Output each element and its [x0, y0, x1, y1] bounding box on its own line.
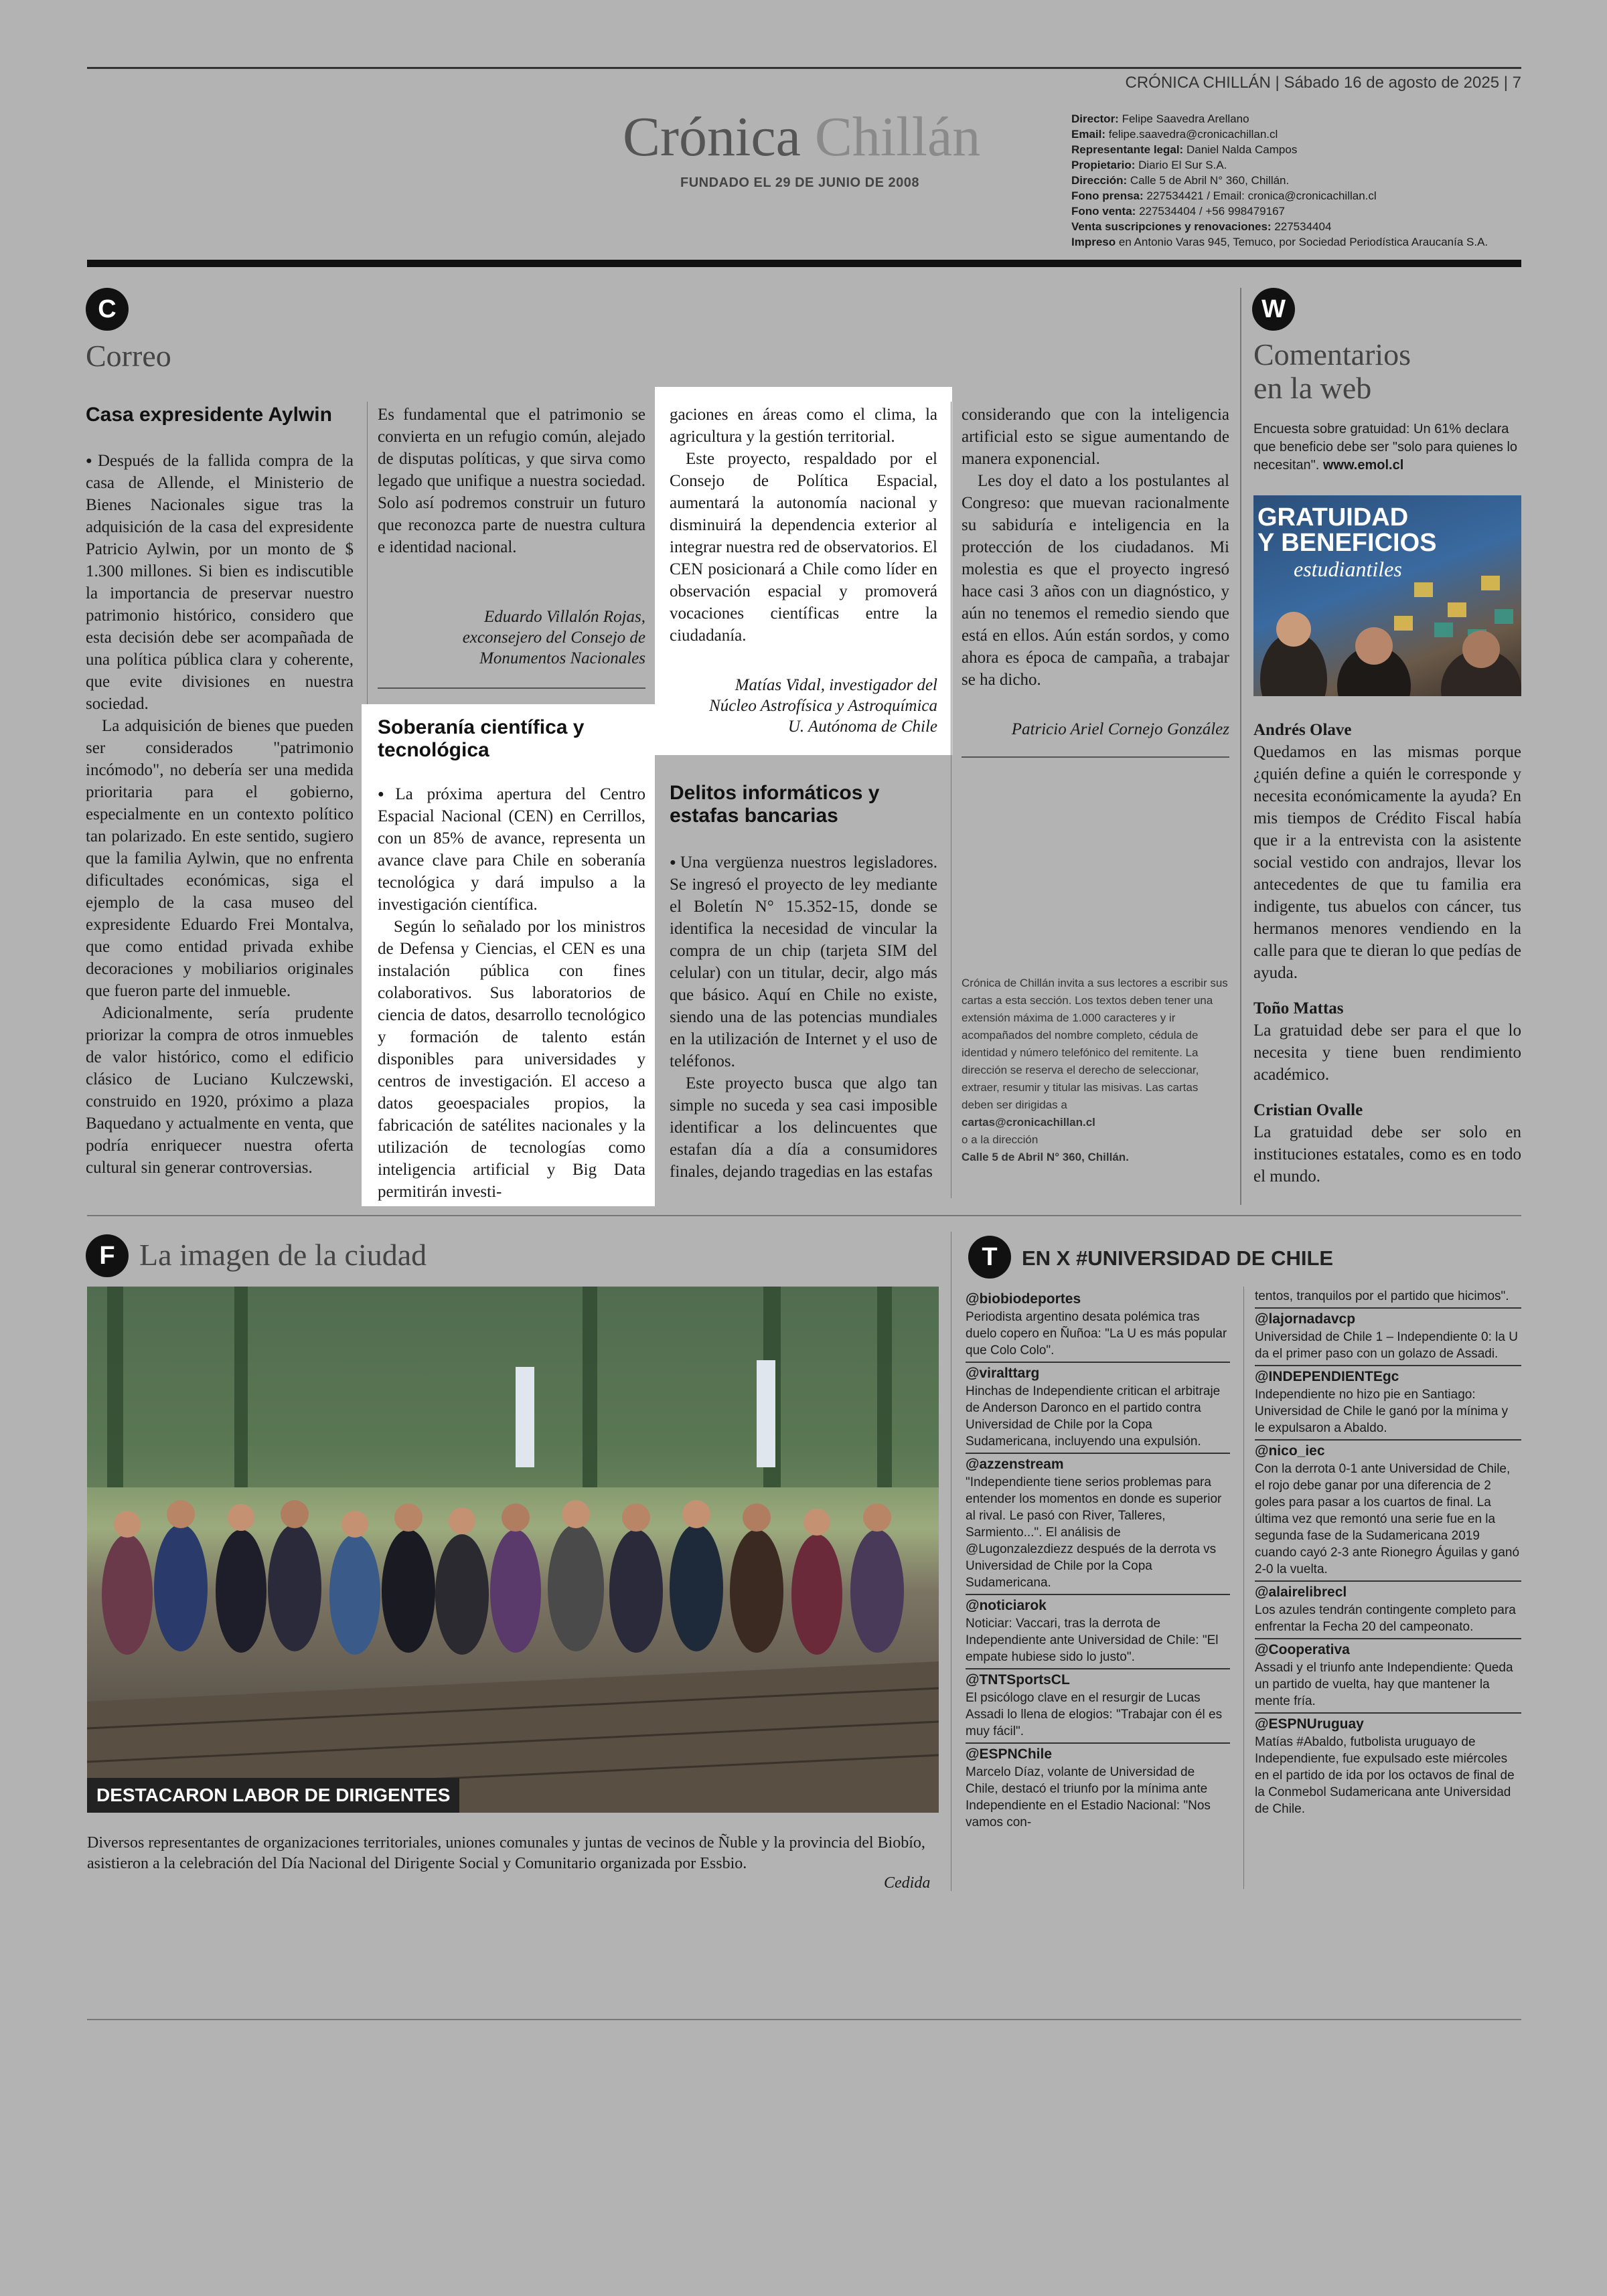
comment-text: Quedamos en las mismas porque ¿quién define a quién le corresponde y necesita económicamente la ayuda? En mis tiempos de Crédito Fiscal había que ir a la entrevista con la asistente social vestido con andrajos, llevar los antecedentes de que tu familia era indigente, tus abuelos con cáncer, tus hermanos menores vendiendo en la calle para que te dieran lo que pedías de ayuda. — [1253, 743, 1521, 982]
tweet-text: Los azules tendrán contingente completo para enfrentar la Fecha 20 del campeonato. — [1255, 1603, 1516, 1634]
paragraph: ● La próxima apertura del Centro Espacial Nacional (CEN) en Cerrillos, con un 85% de avance, representa un avance clave para Chile en soberanía tecnológica y dará impulso a la investigación científica. — [378, 783, 645, 916]
signature-line: exconsejero del Consejo de — [462, 629, 645, 647]
paragraph: La adquisición de bienes que pueden ser considerados "patrimonio incómodo", no debería ser una medida prioritaria para el gobierno, especialmente en un contexto político tan polarizado. En este sentido, sugiero que la familia Aylwin, que no enfrenta dificultades económicas, siga el ejemplo de la casa museo del expresidente Eduardo Frei Montalva, que como entidad privada exhibe decoraciones y mobiliarios originales que fueron parte del inmueble. — [86, 717, 354, 1000]
paragraph: ● Después de la fallida compra de la casa de Allende, el Ministerio de Bienes Nacionales sigue tras la adquisición de la casa del expresidente Patricio Aylwin, por un monto de $ 1.300 millones. Si bien es indiscutible la importancia de preservar nuestro patrimonio histórico, considero que esta decisión debe ser acompañada de una política pública clara y coherente, que evite divisiones en nuestra sociedad. — [86, 450, 354, 715]
web-title-line: en la web — [1253, 371, 1372, 405]
tweet-text: Marcelo Díaz, volante de Universidad de Chile, destacó el triunfo por la mínima ante Independiente en el Estadio Nacional: "Nos vamos con- — [966, 1765, 1211, 1829]
tweet-text: Assadi y el triunfo ante Independiente: Queda un partido de vuelta, hay que mantener la mente fría. — [1255, 1661, 1513, 1708]
image-text: Y BENEFICIOS — [1257, 529, 1437, 557]
letter3-continued — [962, 404, 1229, 691]
tweet-handle[interactable]: @nico_iec — [1255, 1439, 1521, 1459]
signature-line: Matías Vidal, investigador del — [735, 676, 937, 694]
letter2-signature — [670, 675, 937, 737]
city-badge: F — [86, 1234, 129, 1277]
web-badge: W — [1252, 288, 1295, 331]
comment-author: Toño Mattas — [1253, 999, 1344, 1017]
staff-line: Representante legal: Daniel Nalda Campos — [1071, 143, 1298, 156]
correo-badge: C — [86, 288, 129, 331]
staff-line: Fono venta: 227534404 / +56 998479167 — [1071, 205, 1285, 218]
city-title: La imagen de la ciudad — [139, 1238, 427, 1272]
comment-author: Andrés Olave — [1253, 721, 1352, 739]
photo-graphics — [87, 1287, 939, 1813]
letter2-body — [378, 783, 645, 1203]
comment-author: Cristian Ovalle — [1253, 1101, 1363, 1119]
signature-line: Núcleo Astrofísica y Astroquímica — [709, 697, 937, 715]
column-divider — [1243, 1287, 1244, 1889]
tweet-handle[interactable]: @lajornadavcp — [1255, 1307, 1521, 1327]
note-address: Calle 5 de Abril N° 360, Chillán. — [962, 1151, 1129, 1163]
top-rule — [87, 67, 1521, 69]
bottom-rule — [87, 2019, 1521, 2020]
comment-text: La gratuidad debe ser para el que lo necesita y tiene buen rendimiento académico. — [1253, 1021, 1521, 1084]
tweet-text: Noticiar: Vaccari, tras la derrota de Independiente ante Universidad de Chile: "El empate hubiese sido lo justo". — [966, 1617, 1219, 1664]
x-title: EN X #UNIVERSIDAD DE CHILE — [1022, 1246, 1334, 1270]
web-comments — [1253, 719, 1521, 1187]
staff-line: Dirección: Calle 5 de Abril N° 360, Chillán. — [1071, 174, 1290, 187]
column-divider — [1240, 288, 1241, 1205]
paragraph: considerando que con la inteligencia artificial esto se sigue aumentando de manera exponencial. — [962, 406, 1229, 468]
tweet-text: Con la derrota 0-1 ante Universidad de Chile, el rojo debe ganar por una diferencia de 2 goles para pasar a los cuartos de final. La última vez que remontó una serie fue en la segunda fase de la Sudamericana 2019 cuando cayó 2-3 ante Rionegro Águilas y ganó 2-0 la vuelta. — [1255, 1462, 1520, 1576]
paragraph: Este proyecto busca que algo tan simple no suceda y sea casi imposible identificar a los delincuentes que estafan día a día a consumidores finales, dejando tragedias en las estafas — [670, 1074, 937, 1181]
paragraph: ● Una vergüenza nuestros legisladores. Se ingresó el proyecto de ley mediante el Boletín N° 15.352-15, donde se identifica la necesidad de vincular la compra de un chip (tarjeta SIM del celular) con un titular, decir, algo más que básico. Aquí en Chile no existe, siendo una de las potencias mundiales en la utilización de Internet y el uso de teléfonos. — [670, 851, 937, 1072]
readers-note — [962, 975, 1229, 1166]
letter3-signature — [962, 719, 1229, 740]
staff-line: Venta suscripciones y renovaciones: 227534404 — [1071, 220, 1332, 233]
letter2-continued — [670, 404, 937, 647]
tweet-handle[interactable]: @ESPNUruguay — [1255, 1712, 1521, 1732]
separator — [962, 756, 1229, 758]
tweet-text: "Independiente tiene serios problemas para entender los momentos en donde es superior al rival. Le pasó con River, Talleres, Sarmiento...". El análisis de @Lugonzalezdiezz después de la derrota vs Universidad de Chile por la Copa Sudamericana. — [966, 1475, 1222, 1590]
header-thick-rule — [87, 260, 1521, 267]
web-title — [1253, 338, 1411, 405]
photo-credit: Cedida — [884, 1874, 931, 1892]
correo-title: Correo — [86, 339, 171, 373]
tweet-text: Independiente no hizo pie en Santiago: Universidad de Chile le ganó por la mínima y le expulsaron a Abaldo. — [1255, 1388, 1509, 1435]
tweet-text: Hinchas de Independiente critican el arbitraje de Anderson Daronco en el partido contra Universidad de Chile por la Copa Sudamericana, incluyendo una expulsión. — [966, 1384, 1221, 1449]
staff-line: Impreso en Antonio Varas 945, Temuco, por Sociedad Periodística Araucanía S.A. — [1071, 236, 1488, 248]
tweet-handle[interactable]: @azzenstream — [966, 1453, 1230, 1473]
x-column-1 — [966, 1287, 1230, 1833]
signature-line: Eduardo Villalón Rojas, — [484, 608, 645, 626]
web-image-title — [1257, 505, 1436, 556]
note-email: cartas@cronicachillan.cl — [962, 1116, 1095, 1129]
paragraph: Les doy el dato a los postulantes al Congreso: que muevan racionalmente su sabiduría e inteligencia en la protección de los ciudadanos. Mi molestia es que el proyecto ingresó hace casi 3 años con un diagnóstico, y aún no tenemos el remedio siendo que está en ellos. Aún están sordos, y como ahora es época de campaña, a trabajar se ha dicho. — [962, 472, 1229, 689]
x-badge: T — [968, 1236, 1011, 1279]
x-column-2 — [1255, 1287, 1521, 1820]
staff-line: Director: Felipe Saavedra Arellano — [1071, 112, 1249, 125]
tweet-handle[interactable]: @Cooperativa — [1255, 1638, 1521, 1658]
signature-line: Patricio Ariel Cornejo González — [1011, 720, 1229, 738]
photo-label: DESTACARON LABOR DE DIRIGENTES — [87, 1778, 459, 1813]
tweet-text: Universidad de Chile 1 – Independiente 0: la U da el primer paso con un golazo de Assadi. — [1255, 1330, 1518, 1361]
letter1-body — [86, 450, 354, 1179]
tweet-text: tentos, tranquilos por el partido que hicimos". — [1255, 1289, 1509, 1303]
web-survey — [1253, 420, 1521, 475]
section-rule — [87, 1215, 1521, 1216]
paragraph: Según lo señalado por los ministros de Defensa y Ciencias, el CEN es una instalación pública con fines colaborativos. Sus laboratorios de ciencia de datos, desarrollo tecnológico y formación de talento están disponibles para universidades y centros de investigación. El acceso a datos geoespaciales propios, la fabricación de satélites nacionales y la utilización de tecnologías como inteligencia artificial y Big Data permitirán investi- — [378, 918, 645, 1201]
staff-line: Fono prensa: 227534421 / Email: cronica@cronicachillan.cl — [1071, 189, 1377, 202]
tweet-handle[interactable]: @noticiarok — [966, 1594, 1230, 1614]
masthead-cronica: Crónica — [623, 106, 815, 168]
tweet-text: Periodista argentino desata polémica tras duelo copero en Ñuñoa: "La U es más popular que Colo Colo". — [966, 1310, 1227, 1358]
masthead-chillan: Chillán — [814, 106, 981, 168]
letter1-signature — [378, 606, 645, 669]
staff-box — [1071, 111, 1488, 250]
letter1-continued — [378, 404, 645, 558]
image-text: GRATUIDAD — [1257, 503, 1409, 531]
separator — [378, 687, 645, 689]
note-text: Crónica de Chillán invita a sus lectores a escribir sus cartas a esta sección. Los textos deben tener una extensión máxima de 1.000 caracteres y ir acompañados del nombre completo, cédula de identidad y número telefónico del remitente. La dirección se reserva el derecho de seleccionar, extraer, resumir y titular las misivas. Las cartas deben ser dirigidas a — [962, 977, 1228, 1111]
tweet-handle[interactable]: @viralttarg — [966, 1362, 1230, 1382]
survey-text: Encuesta sobre gratuidad: Un 61% declara que beneficio debe ser "solo para quienes lo necesitan". — [1253, 422, 1518, 473]
letter1-heading: Casa expresidente Aylwin — [86, 404, 332, 426]
paragraph: Adicionalmente, sería prudente priorizar la compra de otros inmuebles de valor histórico, como el edificio clásico de Luciano Kulczewski, construido en 1920, próximo a plaza Baquedano y actualmente en venta, que podría enriquecer nuestra oferta cultural sin generar controversias. — [86, 1004, 354, 1177]
city-photo — [87, 1287, 939, 1813]
founded-line: FUNDADO EL 29 DE JUNIO DE 2008 — [680, 175, 919, 190]
letter3-body — [670, 851, 937, 1183]
tweet-handle[interactable]: @ESPNChile — [966, 1742, 1230, 1762]
staff-line: Propietario: Diario El Sur S.A. — [1071, 159, 1227, 171]
signature-line: Monumentos Nacionales — [479, 649, 645, 667]
tweet-handle[interactable]: @alairelibrecl — [1255, 1580, 1521, 1601]
staff-line: Email: felipe.saavedra@cronicachillan.cl — [1071, 128, 1278, 141]
masthead — [623, 107, 980, 167]
tweet-text: Matías #Abaldo, futbolista uruguayo de Independiente, fue expulsado este miércoles en el partido de ida por los octavos de final de la Conmebol Sudamericana ante Universidad de Chile. — [1255, 1735, 1515, 1816]
comment-text: La gratuidad debe ser solo en instituciones estatales, como es en todo el mundo. — [1253, 1123, 1521, 1185]
running-head: CRÓNICA CHILLÁN | Sábado 16 de agosto de 2025 | 7 — [1125, 74, 1521, 92]
tweet-handle[interactable]: @INDEPENDIENTEgc — [1255, 1365, 1521, 1385]
letter3-heading: Delitos informáticos y estafas bancarias — [670, 782, 880, 827]
paragraph: Es fundamental que el patrimonio se convierta en un refugio común, alejado de disputas políticas, y que sirva como legado que unifique a nuestra sociedad. Solo así podremos construir un futuro que reconozca parte de nuestra cultura e identidad nacional. — [378, 406, 645, 556]
survey-site: www.emol.cl — [1322, 458, 1404, 473]
web-title-line: Comentarios — [1253, 337, 1411, 372]
letter2-heading: Soberanía científica y tecnológica — [378, 716, 585, 761]
paragraph: Este proyecto, respaldado por el Consejo de Política Espacial, aumentará la autonomía nacional y disminuirá la dependencia exterior al integrar nuestra red de observatorios. El CEN posicionará a Chile como líder en observación espacial y promoverá vocaciones científicas entre la ciudadanía. — [670, 450, 937, 645]
tweet-text: El psicólogo clave en el resurgir de Lucas Assadi lo llena de elogios: "Trabajar con él es muy fácil". — [966, 1691, 1223, 1738]
tweet-handle[interactable]: @TNTSportsCL — [966, 1668, 1230, 1688]
web-image-subtitle: estudiantiles — [1294, 557, 1402, 581]
photo-caption: Diversos representantes de organizaciones territoriales, uniones comunales y juntas de vecinos de Ñuble y la provincia del Biobío, asistieron a la celebración del Día Nacional del Dirigente Social y Comunitario organizada por Essbio. — [87, 1834, 925, 1872]
web-image — [1253, 495, 1521, 696]
tweet-handle[interactable]: @biobiodeportes — [966, 1291, 1081, 1307]
note-or: o a la dirección — [962, 1133, 1039, 1146]
paragraph: gaciones en áreas como el clima, la agricultura y la gestión territorial. — [670, 406, 937, 446]
signature-line: U. Autónoma de Chile — [787, 718, 937, 736]
